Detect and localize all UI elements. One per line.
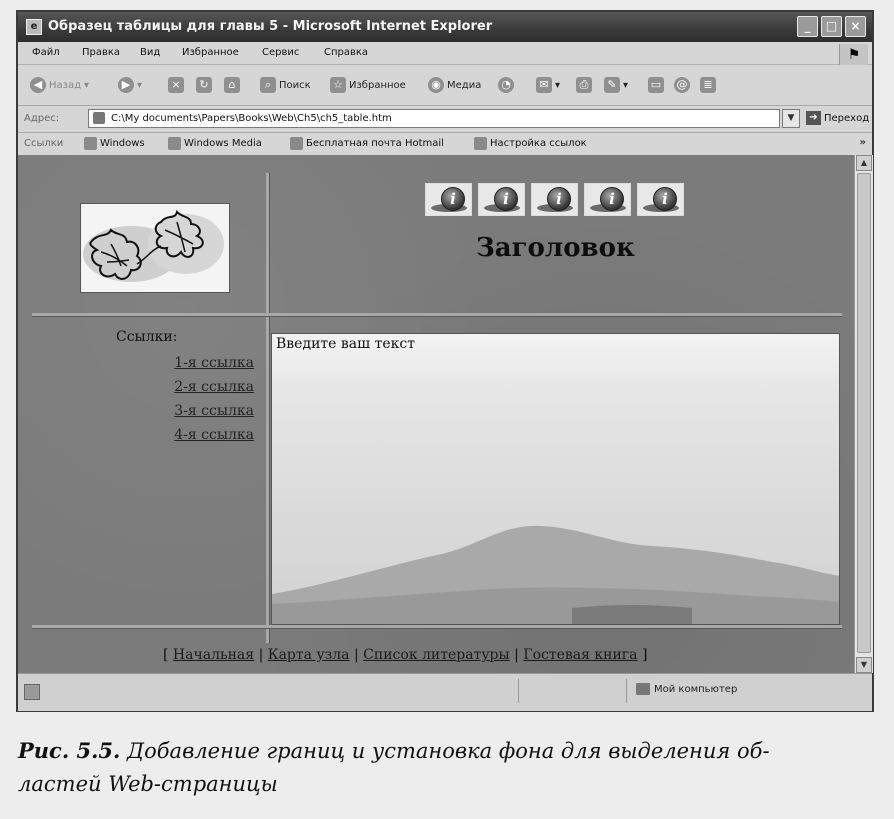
menu-bar: [18, 42, 872, 65]
close-button[interactable]: ×: [845, 16, 866, 37]
info-icon-row: [425, 183, 684, 216]
footer-separator: |: [258, 647, 264, 663]
links-title: Ссылки:: [116, 329, 178, 345]
main-text-cell: [271, 333, 840, 625]
link-label: Бесплатная почта Hotmail: [306, 138, 444, 149]
table-horizontal-border-bottom: [32, 625, 842, 628]
status-divider: [626, 679, 627, 703]
address-bar: [18, 106, 872, 133]
ie-page-icon: e: [26, 19, 42, 35]
info-icon[interactable]: i: [584, 183, 631, 216]
security-zone: [636, 683, 737, 695]
print-button[interactable]: [576, 77, 592, 93]
go-label: Переход: [824, 112, 870, 124]
menu-file[interactable]: Файл: [32, 47, 60, 58]
edit-icon: ✎: [604, 77, 620, 93]
computer-icon: [636, 683, 650, 695]
back-button[interactable]: [30, 77, 89, 93]
footer-separator: |: [514, 647, 519, 663]
text-placeholder: Введите ваш текст: [276, 336, 415, 352]
footer-link-references[interactable]: Список литературы: [363, 647, 510, 663]
media-icon: ◉: [428, 77, 444, 93]
refresh-button[interactable]: [196, 77, 212, 93]
address-dropdown-button[interactable]: ▼: [782, 109, 800, 128]
zone-label: Мой компьютер: [654, 683, 738, 695]
link-label: Windows: [100, 138, 145, 149]
edit-dropdown-icon: ▾: [623, 79, 629, 91]
messenger-button[interactable]: [674, 77, 690, 93]
status-divider: [518, 679, 519, 703]
link-page-icon: [168, 137, 181, 150]
info-icon[interactable]: i: [531, 183, 578, 216]
table-vertical-border: [266, 173, 269, 643]
discuss-button[interactable]: [648, 77, 664, 93]
link-label: Настройка ссылок: [490, 138, 587, 149]
link-hotmail[interactable]: [290, 137, 444, 150]
media-button[interactable]: [428, 77, 481, 93]
mountain-background-image: [272, 504, 840, 624]
links-more-button[interactable]: »: [859, 137, 866, 148]
forward-dropdown-icon: ▾: [137, 79, 143, 91]
discuss-icon: ▭: [648, 77, 664, 93]
scroll-thumb[interactable]: [857, 173, 871, 653]
research-button[interactable]: [700, 77, 716, 93]
title-bar[interactable]: [18, 12, 872, 42]
back-dropdown-icon: ▾: [84, 79, 90, 91]
status-bar: [18, 673, 872, 711]
footer-link-sitemap[interactable]: Карта узла: [267, 647, 350, 663]
address-label: Адрес:: [24, 113, 60, 124]
link-windows[interactable]: [84, 137, 145, 150]
maximize-button[interactable]: □: [821, 16, 842, 37]
window-title: Образец таблицы для главы 5 - Microsoft Internet Explorer: [48, 19, 493, 34]
favorites-label: Избранное: [349, 79, 406, 91]
home-icon: ⌂: [224, 77, 240, 93]
nav-link-1[interactable]: 1-я ссылка: [174, 355, 254, 371]
search-label: Поиск: [279, 79, 311, 91]
footer-link-home[interactable]: Начальная: [172, 647, 255, 663]
footer-bracket-close: ]: [641, 647, 648, 663]
nav-link-4[interactable]: 4-я ссылка: [174, 427, 254, 443]
address-input[interactable]: [88, 109, 780, 128]
menu-edit[interactable]: Правка: [82, 47, 121, 58]
refresh-icon: ↻: [196, 77, 212, 93]
windows-logo-icon: ⚑: [839, 44, 868, 66]
link-page-icon: [290, 137, 303, 150]
forward-arrow-icon: ▶: [118, 77, 134, 93]
vertical-scrollbar[interactable]: [854, 155, 873, 673]
oak-leaves-icon: [81, 204, 229, 292]
figure-text: Добавление границ и установка фона для выделения об- ластей Web-страницы: [18, 739, 770, 796]
page-status-icon: [24, 684, 40, 700]
print-icon: ⎙: [576, 77, 592, 93]
info-icon[interactable]: i: [425, 183, 472, 216]
page-icon: [93, 112, 105, 124]
favorites-button[interactable]: [330, 77, 406, 93]
links-label: Ссылки: [24, 138, 64, 149]
menu-tools[interactable]: Сервис: [262, 47, 300, 58]
link-page-icon: [84, 137, 97, 150]
page-content: [18, 155, 854, 673]
scroll-down-button[interactable]: ▼: [856, 657, 872, 673]
links-bar: [18, 133, 872, 156]
mail-icon: ✉: [536, 77, 552, 93]
mail-dropdown-icon: ▾: [555, 79, 561, 91]
figure-label: Рис. 5.5.: [18, 738, 121, 763]
research-icon: ≣: [700, 77, 716, 93]
standard-toolbar: [18, 65, 872, 106]
minimize-button[interactable]: _: [797, 16, 818, 37]
media-label: Медиа: [447, 79, 482, 91]
footer-nav: [163, 647, 647, 663]
search-icon: ⌕: [260, 77, 276, 93]
browser-window: [16, 10, 874, 712]
address-value: C:\My documents\Papers\Books\Web\Ch5\ch5_table.htm: [111, 113, 392, 124]
nav-links: [138, 355, 254, 451]
nav-link-2[interactable]: 2-я ссылка: [174, 379, 254, 395]
home-button[interactable]: [224, 77, 240, 93]
table-horizontal-border-top: [32, 313, 842, 316]
figure-caption: [18, 734, 878, 801]
footer-separator: |: [354, 647, 359, 663]
link-page-icon: [474, 137, 487, 150]
at-icon: @: [674, 77, 690, 93]
history-button[interactable]: [498, 77, 514, 93]
link-customize[interactable]: [474, 137, 587, 150]
footer-bracket-open: [: [163, 647, 169, 663]
menu-view[interactable]: Вид: [140, 47, 161, 58]
back-label: Назад: [49, 79, 82, 91]
mail-button[interactable]: [536, 77, 560, 93]
go-arrow-icon: ➔: [806, 111, 821, 125]
menu-favorites[interactable]: Избранное: [182, 47, 239, 58]
forward-button[interactable]: [118, 77, 142, 93]
back-arrow-icon: ◀: [30, 77, 46, 93]
stop-icon: ×: [168, 77, 184, 93]
scroll-up-button[interactable]: ▲: [856, 155, 872, 171]
info-icon[interactable]: i: [478, 183, 525, 216]
link-label: Windows Media: [184, 138, 262, 149]
stop-button[interactable]: [168, 77, 184, 93]
window-controls: [797, 16, 866, 37]
footer-link-guestbook[interactable]: Гостевая книга: [523, 647, 638, 663]
info-icon[interactable]: i: [637, 183, 684, 216]
history-icon: ◔: [498, 77, 514, 93]
search-button[interactable]: [260, 77, 311, 93]
edit-button[interactable]: [604, 77, 628, 93]
star-icon: ☆: [330, 77, 346, 93]
leaves-logo: [80, 203, 230, 293]
menu-help[interactable]: Справка: [324, 47, 369, 58]
nav-link-3[interactable]: 3-я ссылка: [174, 403, 254, 419]
page-heading: Заголовок: [476, 233, 635, 263]
link-windows-media[interactable]: [168, 137, 262, 150]
go-button[interactable]: [806, 111, 869, 125]
